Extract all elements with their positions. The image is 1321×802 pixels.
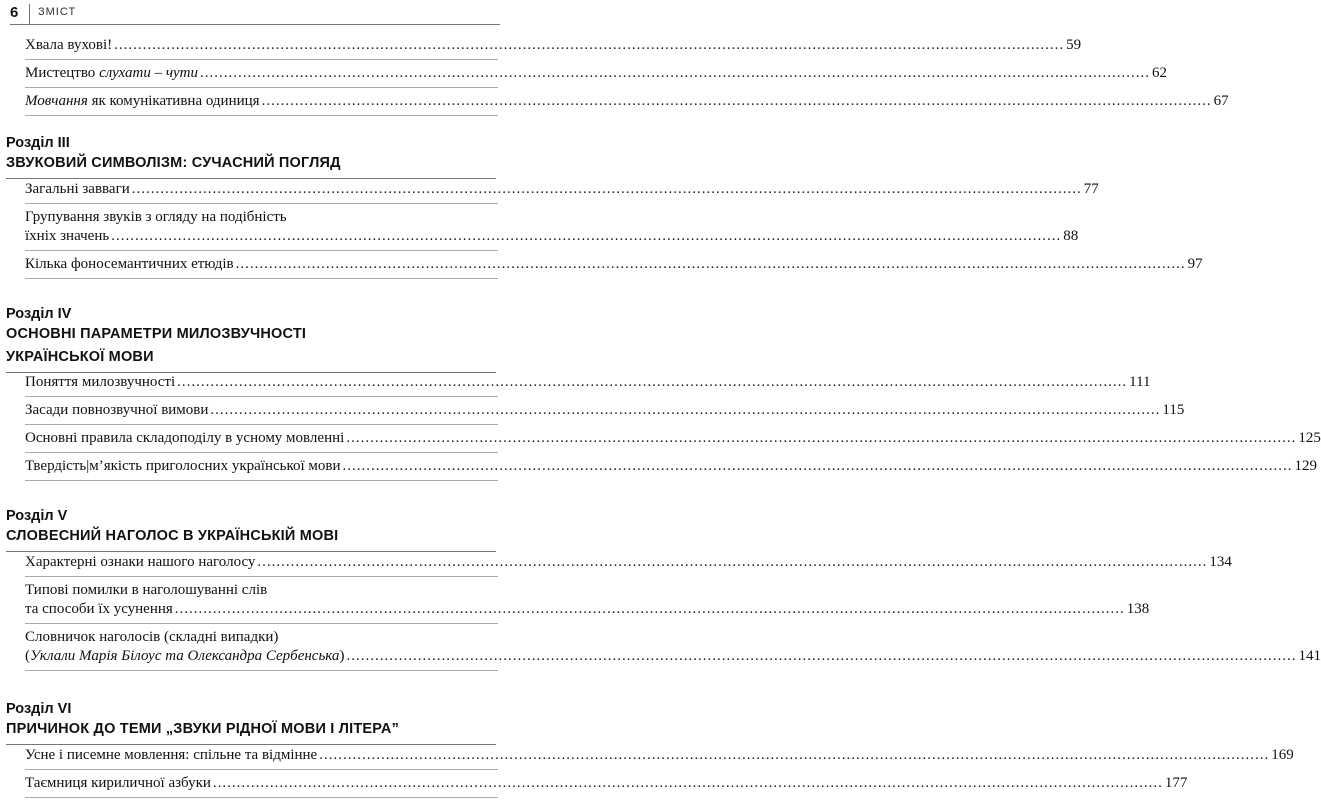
page-ref[interactable]: 134 (1209, 554, 1232, 570)
page-ref[interactable]: 125 (1298, 430, 1321, 446)
section-title (6, 152, 496, 179)
dot-leader: ........................................................................................................................................................................................................ (177, 374, 1128, 390)
entry-title-part: Кілька фоносемантичних етюдів (25, 256, 234, 272)
entry-last-line (25, 227, 1079, 246)
entry-title-part: Загальні завваги (25, 181, 130, 197)
entry-title-part: Усне і писемне мовлення: спільне та відмінне (25, 747, 318, 763)
entry-title-part: Хвала вухові! (25, 37, 113, 53)
section-title-line: ПРИЧИНОК ДО ТЕМИ „ЗВУКИ РІДНОЇ МОВИ І ЛІТЕРА” (6, 721, 400, 737)
toc-entry[interactable] (25, 64, 1167, 88)
toc-entry[interactable] (25, 628, 1321, 671)
toc-entry[interactable] (25, 774, 1188, 798)
entry-title (25, 373, 175, 392)
section-label: Розділ III (6, 135, 70, 151)
section-4-entries (25, 373, 1321, 485)
dot-leader: ........................................................................................................................................................................................................ (174, 601, 1125, 617)
toc-entry[interactable] (25, 373, 1151, 397)
dot-leader: ........................................................................................................................................................................................................ (319, 747, 1270, 763)
section-6-entries (25, 746, 1294, 802)
page-ref[interactable]: 67 (1213, 93, 1229, 109)
section-3-entries (25, 180, 1203, 283)
entry-last-line (25, 92, 1229, 111)
entry-title-italic: слухати – чути (99, 65, 198, 81)
toc-entry[interactable] (25, 581, 1150, 624)
entry-title-part: Засади повнозвучної вимови (25, 402, 209, 418)
entry-title-part: Характерні ознаки нашого наголосу (25, 554, 256, 570)
entry-last-line (25, 457, 1318, 476)
toc-entry[interactable] (25, 457, 1318, 481)
dot-leader: ........................................................................................................................................................................................................ (346, 430, 1297, 446)
section-title-line: СЛОВЕСНИЙ НАГОЛОС В УКРАЇНСЬКІЙ МОВІ (6, 528, 339, 544)
entry-title-line: Групування звуків з огляду на подібність (25, 209, 287, 225)
entry-title (25, 746, 317, 765)
page-ref[interactable]: 77 (1083, 181, 1099, 197)
entry-title-part: Таємниця кириличної азбуки (25, 775, 211, 791)
toc-entry[interactable] (25, 746, 1294, 770)
entry-title-italic: Мовчання (25, 93, 88, 109)
entry-last-line (25, 401, 1185, 420)
entry-title (25, 180, 130, 199)
toc-entry[interactable] (25, 255, 1203, 279)
dot-leader: ........................................................................................................................................................................................................ (114, 37, 1065, 53)
toc-entry[interactable] (25, 553, 1232, 577)
section-label: Розділ V (6, 508, 68, 524)
section-title (6, 323, 496, 373)
section-title (6, 718, 496, 745)
entry-last-line (25, 647, 1321, 666)
entry-title-part: та способи їх усунення (25, 601, 173, 617)
page-ref[interactable]: 169 (1271, 747, 1294, 763)
toc-entry[interactable] (25, 92, 1229, 116)
entry-title-italic: Уклали Марія Білоус та Олександра Сербенська (30, 648, 340, 664)
section-title-line: ЗВУКОВИЙ СИМВОЛІЗМ: СУЧАСНИЙ ПОГЛЯД (6, 155, 341, 171)
page-ref[interactable]: 62 (1151, 65, 1167, 81)
entry-title-part: їхніх значень (25, 228, 110, 244)
page-ref[interactable]: 177 (1164, 775, 1188, 791)
entry-title (25, 227, 109, 246)
entry-last-line (25, 600, 1150, 619)
page-number: 6 (10, 4, 19, 21)
entry-last-line (25, 64, 1167, 83)
entry-title (25, 553, 255, 572)
dot-leader: ........................................................................................................................................................................................................ (212, 775, 1163, 791)
entry-title (25, 64, 198, 83)
dot-leader: ........................................................................................................................................................................................................ (261, 93, 1212, 109)
page-ref[interactable]: 138 (1126, 601, 1150, 617)
toc-entry[interactable] (25, 208, 1079, 251)
entry-title (25, 774, 211, 793)
entry-title-part: Основні правила складоподілу в усному мовленні (25, 430, 345, 446)
section-6-heading (6, 700, 496, 745)
toc-entry[interactable] (25, 401, 1185, 425)
dot-leader: ........................................................................................................................................................................................................ (235, 256, 1186, 272)
page-ref[interactable]: 115 (1162, 402, 1185, 418)
section-title-line: ОСНОВНІ ПАРАМЕТРИ МИЛОЗВУЧНОСТІ (6, 326, 307, 342)
entry-title-part: Поняття милозвучності (25, 374, 176, 390)
entry-title-part: ) (339, 648, 345, 664)
entry-title-part: Твердість|м’якість приголосних української мови (25, 458, 341, 474)
entry-title-line: Словничок наголосів (складні випадки) (25, 629, 279, 645)
section-label: Розділ IV (6, 306, 72, 322)
dot-leader: ........................................................................................................................................................................................................ (257, 554, 1208, 570)
section-title-line: УКРАЇНСЬКОЇ МОВИ (6, 349, 154, 365)
entry-last-line (25, 373, 1151, 392)
entry-title (25, 255, 234, 274)
section-4-heading (6, 305, 496, 373)
entry-title-part: Мистецтво (25, 65, 100, 81)
page-ref[interactable]: 111 (1129, 374, 1151, 390)
section-title (6, 525, 496, 552)
toc-entry[interactable] (25, 36, 1082, 60)
entry-last-line (25, 180, 1099, 199)
section-label: Розділ VI (6, 701, 72, 717)
intro-entries (25, 36, 1229, 120)
running-head: ЗМІСТ (38, 6, 77, 18)
toc-entry[interactable] (25, 180, 1099, 204)
entry-title-line: Типові помилки в наголошуванні слів (25, 582, 268, 598)
entry-last-line (25, 36, 1082, 55)
entry-title (25, 92, 260, 111)
header-divider (29, 4, 30, 24)
entry-last-line (25, 429, 1321, 448)
entry-title (25, 457, 341, 476)
entry-title (25, 401, 208, 420)
page-ref[interactable]: 141 (1298, 648, 1321, 664)
page-ref[interactable]: 88 (1063, 228, 1079, 244)
dot-leader: ........................................................................................................................................................................................................ (346, 648, 1297, 664)
entry-title-part: ( (25, 648, 30, 664)
entry-title (25, 600, 173, 619)
entry-title (25, 36, 112, 55)
entry-last-line (25, 746, 1294, 765)
dot-leader: ........................................................................................................................................................................................................ (131, 181, 1082, 197)
toc-entry[interactable] (25, 429, 1321, 453)
page-header (10, 4, 500, 25)
page-ref[interactable]: 129 (1294, 458, 1318, 474)
entry-last-line (25, 255, 1203, 274)
page-ref[interactable]: 97 (1187, 256, 1203, 272)
section-3-heading (6, 134, 496, 179)
entry-title (25, 647, 344, 666)
section-5-entries (25, 553, 1321, 675)
entry-title-part: як комунікативна одиниця (87, 93, 260, 109)
page-ref[interactable]: 59 (1066, 37, 1082, 53)
section-5-heading (6, 507, 496, 552)
entry-title (25, 429, 344, 448)
dot-leader: ........................................................................................................................................................................................................ (210, 402, 1161, 418)
entry-last-line (25, 774, 1188, 793)
dot-leader: ........................................................................................................................................................................................................ (342, 458, 1293, 474)
dot-leader: ........................................................................................................................................................................................................ (111, 228, 1062, 244)
entry-last-line (25, 553, 1232, 572)
dot-leader: ........................................................................................................................................................................................................ (199, 65, 1150, 81)
